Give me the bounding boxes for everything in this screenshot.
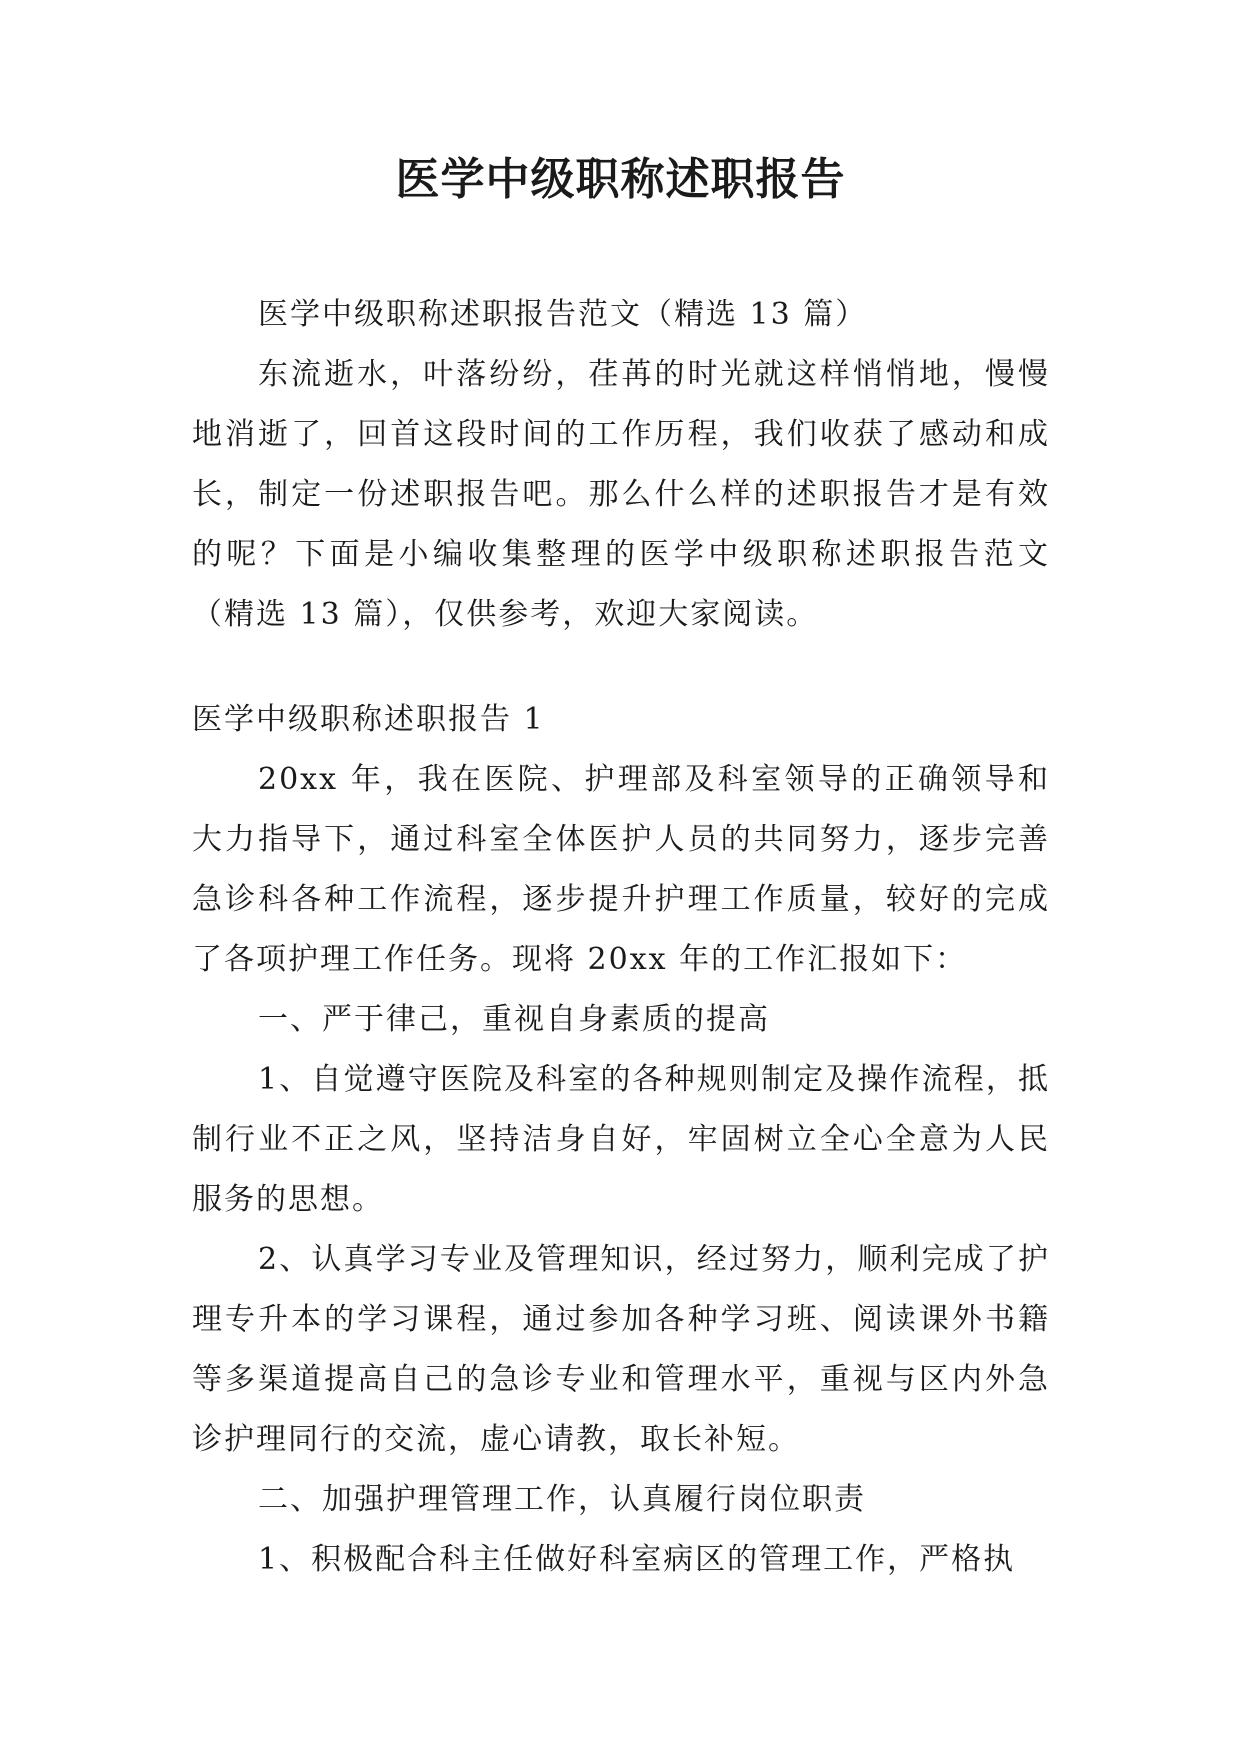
paragraph: 1、积极配合科主任做好科室病区的管理工作，严格执 [258,1542,1016,1577]
subtitle-line: 医学中级职称述职报告范文（精选 13 篇） [258,297,868,332]
paragraph: 2、认真学习专业及管理知识，经过努力，顺利完成了护理专升本的学习课程，通过参加各种学习班、阅读课外书籍等多渠道提高自己的急诊专业和管理水平，重视与区内外急诊护理同行的交流，虚心请教，取长补短。 [192,1242,1050,1457]
intro-block [192,345,1050,645]
paragraph: 20xx 年，我在医院、护理部及科室领导的正确领导和大力指导下，通过科室全体医护人员的共同努力，逐步完善急诊科各种工作流程，逐步提升护理工作质量，较好的完成了各项护理工作任务。现将 20xx 年的工作汇报如下： [192,762,1050,977]
intro-paragraph: 东流逝水，叶落纷纷，荏苒的时光就这样悄悄地，慢慢地消逝了，回首这段时间的工作历程，我们收获了感动和成长，制定一份述职报告吧。那么什么样的述职报告才是有效的呢？下面是小编收集整理的医学中级职称述职报告范文（精选 13 篇），仅供参考，欢迎大家阅读。 [192,357,1050,632]
subheading: 一、严于律己，重视自身素质的提高 [258,1002,770,1037]
report-content [192,750,1050,1590]
subheading: 二、加强护理管理工作，认真履行岗位职责 [258,1482,866,1517]
document-subtitle [192,285,1050,345]
document-title: 医学中级职称述职报告 [395,154,846,205]
section-heading: 医学中级职称述职报告 1 [192,702,545,737]
paragraph: 1、自觉遵守医院及科室的各种规则制定及操作流程，抵制行业不正之风，坚持洁身自好，牢固树立全心全意为人民服务的思想。 [192,1062,1050,1217]
section-heading-block [192,690,1050,750]
